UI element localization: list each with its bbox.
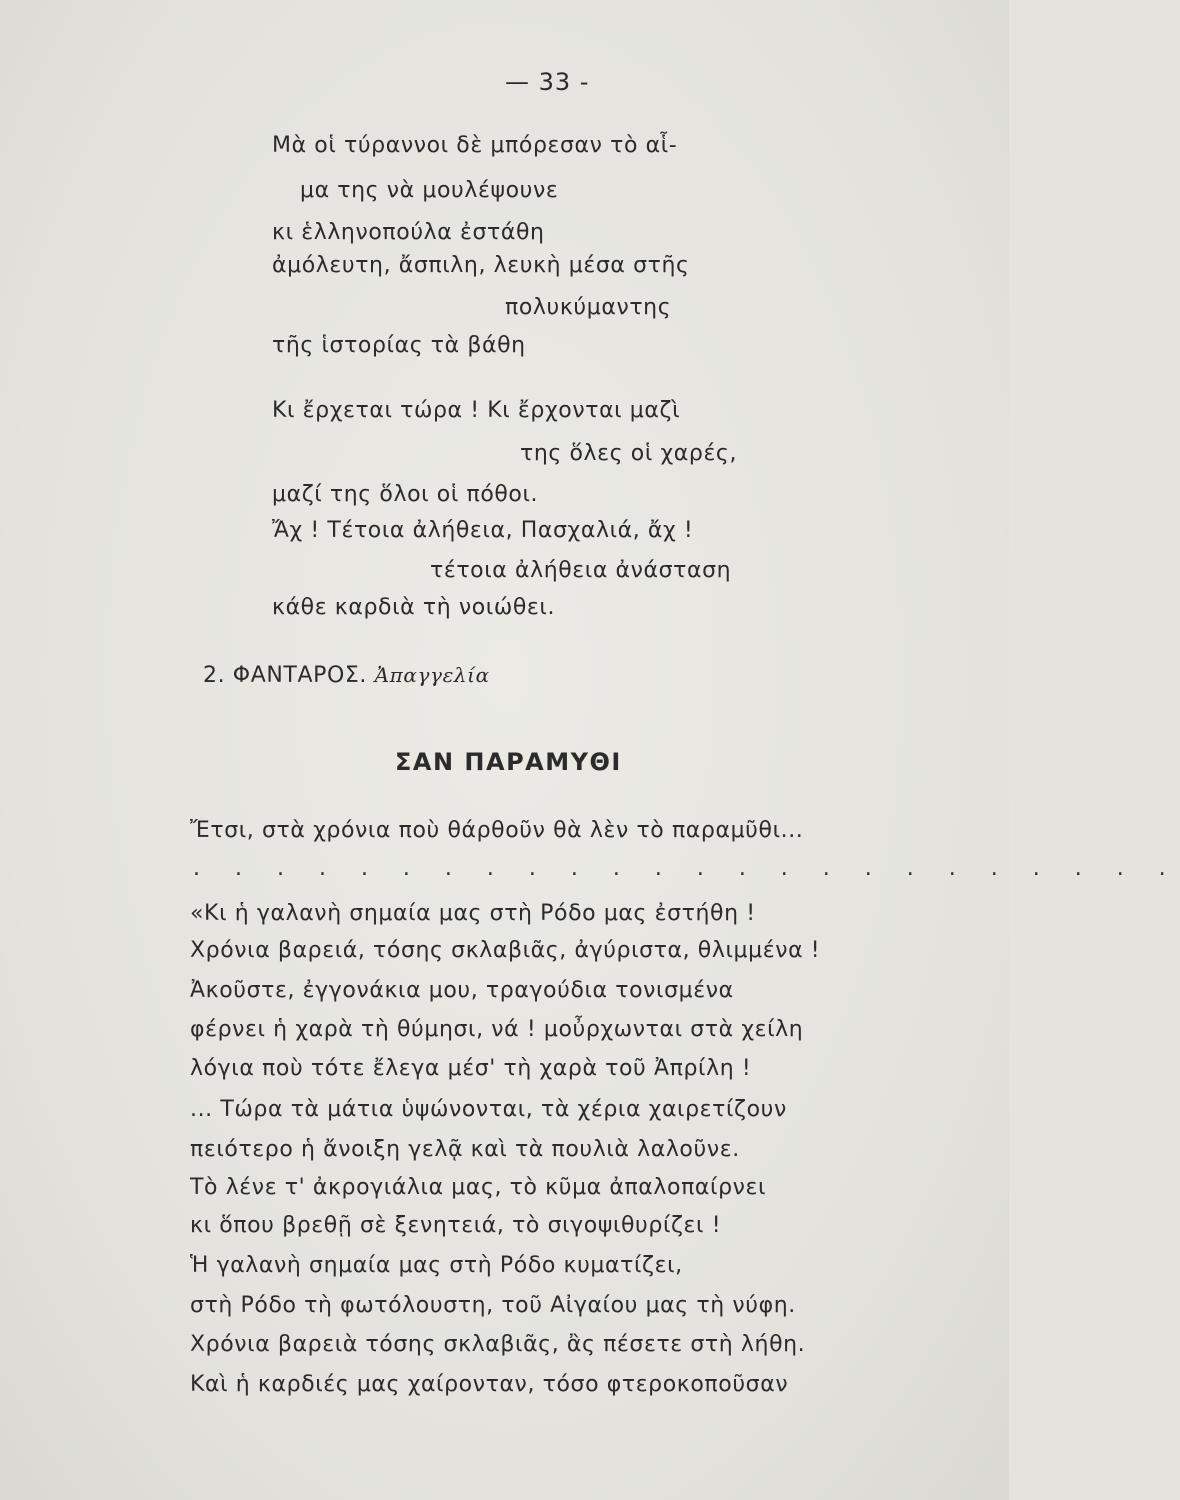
poem2-line-3: Ἀκοῦστε, ἐγγονάκια μου, τραγούδια τονισμένα: [190, 978, 734, 1003]
poem1-line-5: πολυκύμαντης: [505, 295, 672, 320]
poem2-line-13: Καὶ ἡ καρδιές μας χαίρονταν, τόσο φτεροκοποῦσαν: [190, 1372, 789, 1397]
poem2-line-2: Χρόνια βαρειά, τόσης σκλαβιᾶς, ἀγύριστα, θλιμμένα !: [190, 938, 821, 963]
poem1-line-8: της ὅλες οἱ χαρές,: [520, 441, 738, 466]
poem1-line-9: μαζί της ὅλοι οἱ πόθοι.: [272, 482, 539, 507]
poem1-line-2: μα της νὰ μουλέψουνε: [300, 178, 559, 203]
poem2-line-8: Τὸ λένε τ' ἀκρογιάλια μας, τὸ κῦμα ἀπαλοπαίρνει: [190, 1175, 767, 1200]
poem2-line-11: στὴ Ρόδο τὴ φωτόλουστη, τοῦ Αἰγαίου μας τὴ νύφη.: [190, 1293, 796, 1318]
poem1-line-4: ἀμόλευτη, ἄσπιλη, λευκὴ μέσα στῆς: [272, 253, 690, 278]
poem1-line-1: Μὰ οἱ τύραννοι δὲ μπόρεσαν τὸ αἷ-: [272, 133, 678, 158]
poem1-line-7: Κι ἔρχεται τώρα ! Κι ἔρχονται μαζὶ: [272, 398, 681, 423]
poem2-line-7: πειότερο ἡ ἄνοιξη γελᾷ καὶ τὰ πουλιὰ λαλοῦνε.: [190, 1137, 740, 1162]
poem2-line-1: «Κι ἡ γαλανὴ σημαία μας στὴ Ρόδο μας ἐστήθη !: [190, 901, 756, 926]
ellipsis-dots: . . . . . . . . . . . . . . . . . . . . . . . .: [193, 856, 1180, 881]
poem1-line-3: κι ἑλληνοπούλα ἐστάθη: [272, 220, 545, 245]
poem2-line-5: λόγια ποὺ τότε ἔλεγα μέσ' τὴ χαρὰ τοῦ Ἀπρίλη !: [190, 1056, 752, 1081]
poem1-line-10: Ἄχ ! Τέτοια ἀλήθεια, Πασχαλιά, ἄχ !: [272, 518, 694, 543]
poem2-line-12: Χρόνια βαρειὰ τόσης σκλαβιᾶς, ἂς πέσετε στὴ λήθη.: [190, 1332, 806, 1357]
poem2-line-9: κι ὅπου βρεθῇ σὲ ξενητειά, τὸ σιγοψιθυρίζει !: [190, 1213, 722, 1238]
page-number: — 33 -: [505, 68, 590, 96]
section-title: 2. ΦΑΝΤΑΡΟΣ.: [203, 663, 367, 688]
poem2-line-10: Ἡ γαλανὴ σημαία μας στὴ Ρόδο κυματίζει,: [190, 1253, 683, 1278]
poem2-line-6: ... Τώρα τὰ μάτια ὑψώνονται, τὰ χέρια χαιρετίζουν: [190, 1097, 787, 1122]
poem2-intro: Ἔτσι, στὰ χρόνια ποὺ θάρθοῦν θὰ λὲν τὸ παραμῦθι...: [190, 818, 804, 843]
section-note: Ἀπαγγελία: [374, 663, 490, 687]
poem-title: ΣΑΝ ΠΑΡΑΜΥΘΙ: [395, 748, 622, 776]
poem1-line-11: τέτοια ἀλήθεια ἀνάσταση: [430, 558, 732, 583]
poem1-line-6: τῆς ἱστορίας τὰ βάθη: [272, 333, 526, 358]
poem2-line-4: φέρνει ἡ χαρὰ τὴ θύμησι, νά ! μοὖρχωνται στὰ χείλη: [190, 1017, 804, 1042]
poem1-line-12: κάθε καρδιὰ τὴ νοιώθει.: [272, 595, 556, 620]
section-label: [203, 665, 490, 687]
